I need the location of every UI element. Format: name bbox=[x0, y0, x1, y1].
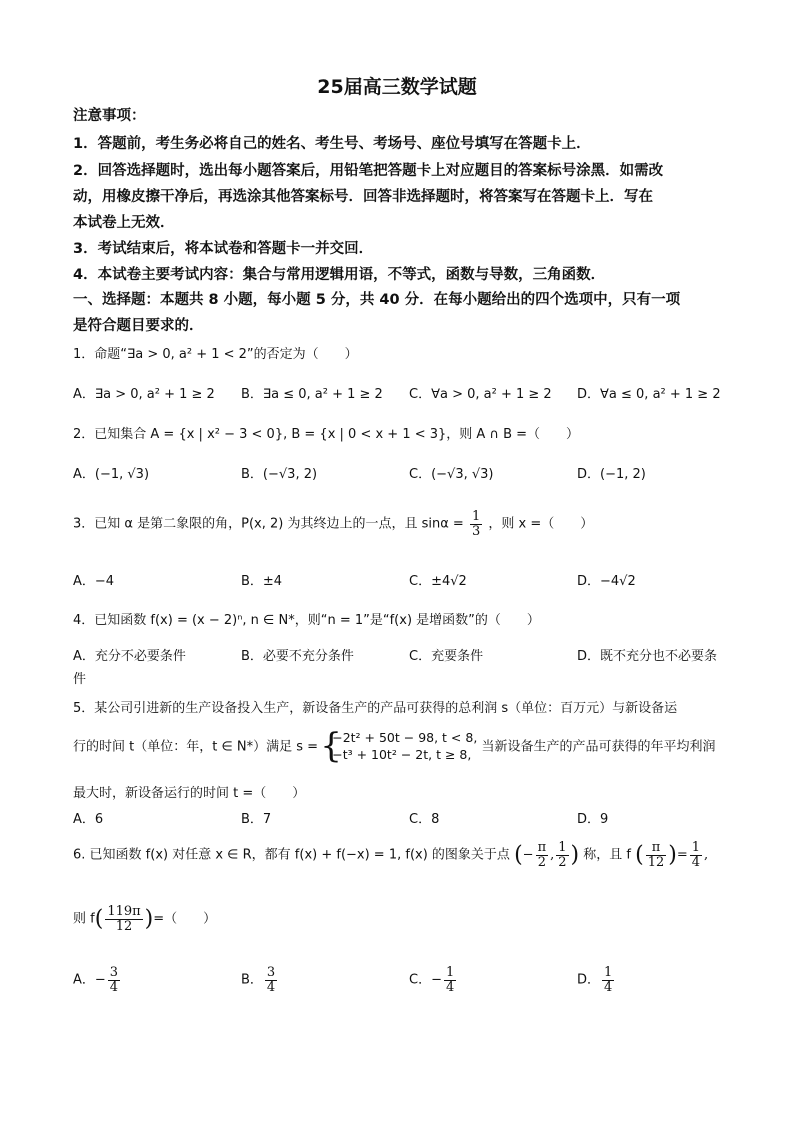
section-heading-line-1: 一、选择题：本题共 8 小题，每小题 5 分，共 40 分．在每小题给出的四个选项中，只有一项 bbox=[73, 292, 681, 308]
fraction-denominator: 3 bbox=[471, 523, 481, 539]
question-6-part-1: 6. 已知函数 f(x) 对任意 x ∈ R，都有 f(x) + f(−x) = 1, f(x) 的图象关于点 bbox=[73, 847, 510, 863]
question-6-option-d[interactable] bbox=[577, 966, 616, 994]
question-6-option-a[interactable] bbox=[73, 966, 122, 994]
value-fraction bbox=[646, 841, 667, 869]
question-6-line-2 bbox=[73, 905, 216, 933]
notice-item-3: 3．考试结束后，将本试卷和答题卡一并交回． bbox=[73, 241, 374, 257]
question-5-line-2-part-2: 当新设备生产的产品可获得的年平均利润 bbox=[481, 739, 716, 755]
question-4-option-a[interactable]: A．充分不必要条件 bbox=[73, 649, 186, 664]
fraction-numerator: π bbox=[646, 841, 667, 856]
fraction-numerator: π bbox=[537, 840, 547, 855]
question-2-stem: 2．已知集合 A = {x | x² − 3 < 0}, B = {x | 0 < x + 1 < 3}，则 A ∩ B =（ ） bbox=[73, 427, 580, 442]
option-fraction bbox=[444, 966, 456, 994]
fraction-denominator: 2 bbox=[537, 854, 546, 870]
paren-close: ) bbox=[570, 842, 580, 868]
question-6-line-2-part-1: 则 f bbox=[73, 911, 95, 927]
paren-close: ) bbox=[144, 906, 154, 932]
option-fraction bbox=[265, 966, 277, 994]
option-fraction bbox=[602, 966, 614, 994]
option-label: A．− bbox=[73, 972, 106, 988]
fraction-denominator: 12 bbox=[647, 854, 665, 870]
exam-title: 25届高三数学试题 bbox=[317, 76, 477, 98]
question-5-line-3: 最大时，新设备运行的时间 t =（ ） bbox=[73, 786, 306, 801]
section-heading-line-2: 是符合题目要求的． bbox=[73, 318, 204, 334]
question-1-option-b[interactable]: B．∃a ≤ 0, a² + 1 ≥ 2 bbox=[241, 387, 383, 402]
fraction-denominator: 4 bbox=[109, 979, 119, 995]
fraction-numerator: 3 bbox=[109, 965, 119, 980]
fraction-denominator: 4 bbox=[266, 979, 276, 995]
question-2-option-b[interactable]: B．(−√3, 2) bbox=[241, 467, 318, 482]
question-6-option-c[interactable] bbox=[409, 966, 458, 994]
question-4-option-b[interactable]: B．必要不充分条件 bbox=[241, 649, 354, 664]
fraction-numerator: 1 bbox=[471, 509, 481, 524]
question-4-option-d[interactable]: D．既不充分也不必要条 bbox=[577, 649, 718, 664]
notice-item-2-line-1: 2．回答选择题时，选出每小题答案后，用铅笔把答题卡上对应题目的答案标号涂黑．如需改 bbox=[73, 163, 664, 179]
question-5-option-a[interactable]: A．6 bbox=[73, 812, 104, 827]
question-5-line-2-part-1: 行的时间 t（单位：年，t ∈ N*）满足 s = bbox=[73, 739, 319, 755]
option-label: B． bbox=[241, 972, 263, 988]
notice-item-2-line-2: 动，用橡皮擦干净后，再选涂其他答案标号．回答非选择题时，将答案写在答题卡上．写在 bbox=[73, 189, 653, 205]
question-3-option-a[interactable]: A．−4 bbox=[73, 574, 115, 589]
question-3-stem-part-2: ，则 x =（ ） bbox=[488, 516, 594, 532]
question-2-option-c[interactable]: C．(−√3, √3) bbox=[409, 467, 494, 482]
question-5-line-1: 5．某公司引进新的生产设备投入生产，新设备生产的产品可获得的总利润 s（单位：百万元）与新设备运 bbox=[73, 701, 678, 716]
question-5-option-d[interactable]: D．9 bbox=[577, 812, 609, 827]
result-fraction bbox=[690, 841, 702, 869]
option-label: C．− bbox=[409, 972, 442, 988]
fraction-numerator: 1 bbox=[691, 840, 701, 855]
point-y-fraction bbox=[556, 841, 568, 869]
question-1-option-c[interactable]: C．∀a > 0, a² + 1 ≥ 2 bbox=[409, 387, 552, 402]
question-1-option-d[interactable]: D．∀a ≤ 0, a² + 1 ≥ 2 bbox=[577, 387, 721, 402]
question-3-option-d[interactable]: D．−4√2 bbox=[577, 574, 636, 589]
argument-fraction bbox=[105, 905, 142, 933]
equals-sign: = bbox=[676, 847, 688, 863]
question-2-option-d[interactable]: D．(−1, 2) bbox=[577, 467, 646, 482]
fraction-denominator: 4 bbox=[445, 979, 455, 995]
question-4-option-c[interactable]: C．充要条件 bbox=[409, 649, 484, 664]
comma: , bbox=[704, 847, 709, 863]
question-3-fraction bbox=[470, 510, 482, 538]
paren-open: ( bbox=[514, 842, 523, 868]
question-3-option-c[interactable]: C．±4√2 bbox=[409, 574, 467, 589]
paren-close: ) bbox=[668, 842, 677, 868]
fraction-numerator: 1 bbox=[445, 965, 455, 980]
paren-open: ( bbox=[635, 842, 644, 868]
fraction-denominator: 4 bbox=[604, 979, 613, 995]
question-3-stem-part-1: 3．已知 α 是第二象限的角，P(x, 2) 为其终边上的一点，且 sinα = bbox=[73, 516, 464, 532]
paren-open: ( bbox=[94, 906, 104, 932]
fraction-numerator: 1 bbox=[604, 965, 613, 980]
notice-item-1: 1．答题前，考生务必将自己的姓名、考生号、考场号、座位号填写在答题卡上． bbox=[73, 136, 591, 152]
question-3-option-b[interactable]: B．±4 bbox=[241, 574, 283, 589]
question-6-option-b[interactable] bbox=[241, 966, 279, 994]
piecewise-function bbox=[322, 730, 477, 764]
fraction-numerator: 3 bbox=[266, 965, 276, 980]
question-4-option-d-wrap: 件 bbox=[73, 672, 87, 687]
comma: , bbox=[550, 847, 555, 863]
question-6-part-2: 称，且 f bbox=[583, 847, 631, 863]
question-6-line-2-part-2: =（ ） bbox=[153, 911, 217, 927]
notice-item-4: 4．本试卷主要考试内容：集合与常用逻辑用语，不等式，函数与导数，三角函数． bbox=[73, 267, 606, 283]
fraction-numerator: 1 bbox=[558, 840, 567, 855]
fraction-denominator: 4 bbox=[691, 854, 701, 870]
fraction-denominator: 2 bbox=[558, 854, 567, 870]
question-5-option-c[interactable]: C．8 bbox=[409, 812, 440, 827]
question-2-option-a[interactable]: A．(−1, √3) bbox=[73, 467, 150, 482]
question-6-line-1 bbox=[73, 841, 708, 869]
question-1-option-a[interactable]: A．∃a > 0, a² + 1 ≥ 2 bbox=[73, 387, 215, 402]
option-label: D． bbox=[577, 972, 601, 988]
question-4-stem: 4．已知函数 f(x) = (x − 2)ⁿ, n ∈ N*，则“n = 1”是“f(x) 是增函数”的（ ） bbox=[73, 613, 540, 628]
point-x-fraction bbox=[536, 841, 549, 869]
piecewise-case-1: { −2t² + 50t − 98, t < 8, bbox=[332, 730, 478, 745]
fraction-numerator: 119π bbox=[107, 904, 141, 919]
question-3-stem bbox=[73, 510, 593, 538]
piecewise-case-2: −t³ + 10t² − 2t, t ≥ 8, bbox=[332, 746, 472, 762]
notice-item-2-line-3: 本试卷上无效． bbox=[73, 215, 175, 231]
notice-heading: 注意事项： bbox=[73, 108, 146, 124]
minus-sign: − bbox=[522, 847, 534, 863]
option-fraction bbox=[108, 966, 120, 994]
fraction-denominator: 12 bbox=[115, 918, 133, 934]
question-1-stem: 1．命题“∃a > 0, a² + 1 < 2”的否定为（ ） bbox=[73, 347, 358, 362]
question-5-option-b[interactable]: B．7 bbox=[241, 812, 272, 827]
question-5-line-2 bbox=[73, 730, 715, 764]
